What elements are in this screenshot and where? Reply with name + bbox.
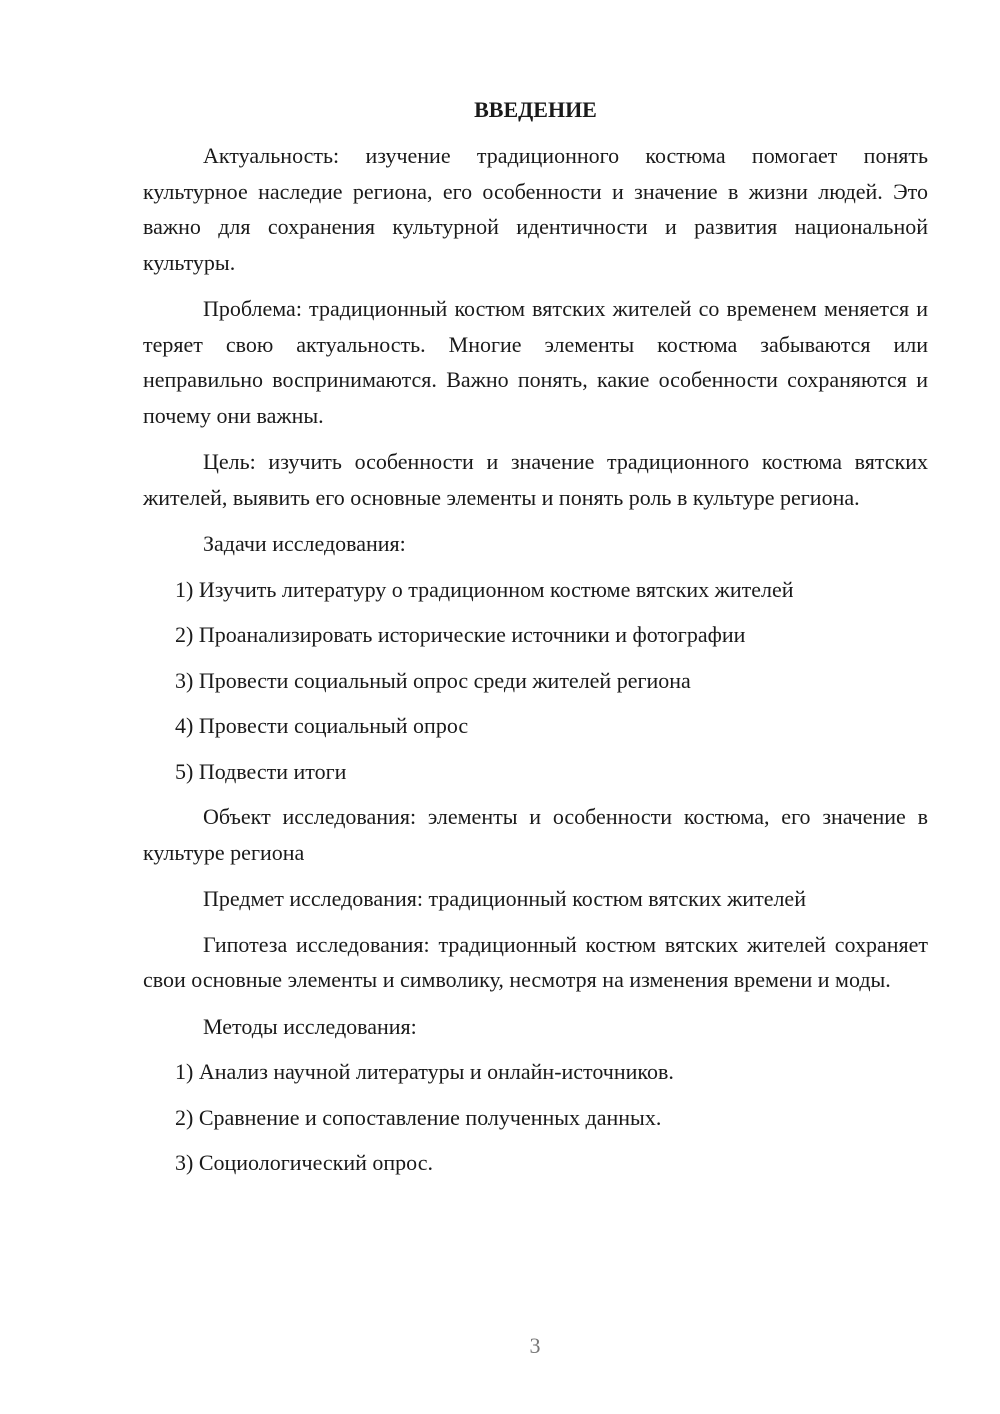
goal-paragraph: Цель: изучить особенности и значение традиционного костюма вятских жителей, выявить его основные элементы и понять роль в культуре региона. xyxy=(143,449,928,510)
method-item: 2) Сравнение и сопоставление полученных данных. xyxy=(175,1104,662,1130)
task-item: 4) Провести социальный опрос xyxy=(175,713,469,738)
task-item: 3) Провести социальный опрос среди жителей региона xyxy=(175,667,691,693)
page-number: 3 xyxy=(529,1333,541,1358)
object-paragraph: Объект исследования: элементы и особенности костюма, его значение в культуре региона xyxy=(143,804,928,865)
tasks-list xyxy=(143,572,928,790)
task-item: 2) Проанализировать исторические источники и фотографии xyxy=(175,622,746,647)
methods-list xyxy=(143,1054,928,1181)
methods-heading: Методы исследования: xyxy=(203,1013,417,1039)
hypothesis-paragraph: Гипотеза исследования: традиционный костюм вятских жителей сохраняет свои основные элементы и символику, несмотря на изменения времени и моды. xyxy=(143,931,928,992)
subject-paragraph: Предмет исследования: традиционный костюм вятских жителей xyxy=(203,886,806,911)
section-title: ВВЕДЕНИЕ xyxy=(474,97,597,122)
method-item: 1) Анализ научной литературы и онлайн-источников. xyxy=(175,1059,674,1084)
page-content xyxy=(143,94,928,1191)
method-item: 3) Социологический опрос. xyxy=(175,1150,433,1175)
task-item: 1) Изучить литературу о традиционном костюме вятских жителей xyxy=(175,576,794,602)
task-item: 5) Подвести итоги xyxy=(175,758,347,784)
problem-paragraph: Проблема: традиционный костюм вятских жителей со временем меняется и теряет свою актуальность. Многие элементы костюма забываются или неправильно воспринимаются. Важно понять, какие особенности сохраняются и почему они важны. xyxy=(143,296,928,428)
relevance-paragraph: Актуальность: изучение традиционного костюма помогает понять культурное наследие региона, его особенности и значение в жизни людей. Это важно для сохранения культурной идентичности и развития национальной культуры. xyxy=(143,143,928,275)
tasks-heading: Задачи исследования: xyxy=(203,531,406,556)
